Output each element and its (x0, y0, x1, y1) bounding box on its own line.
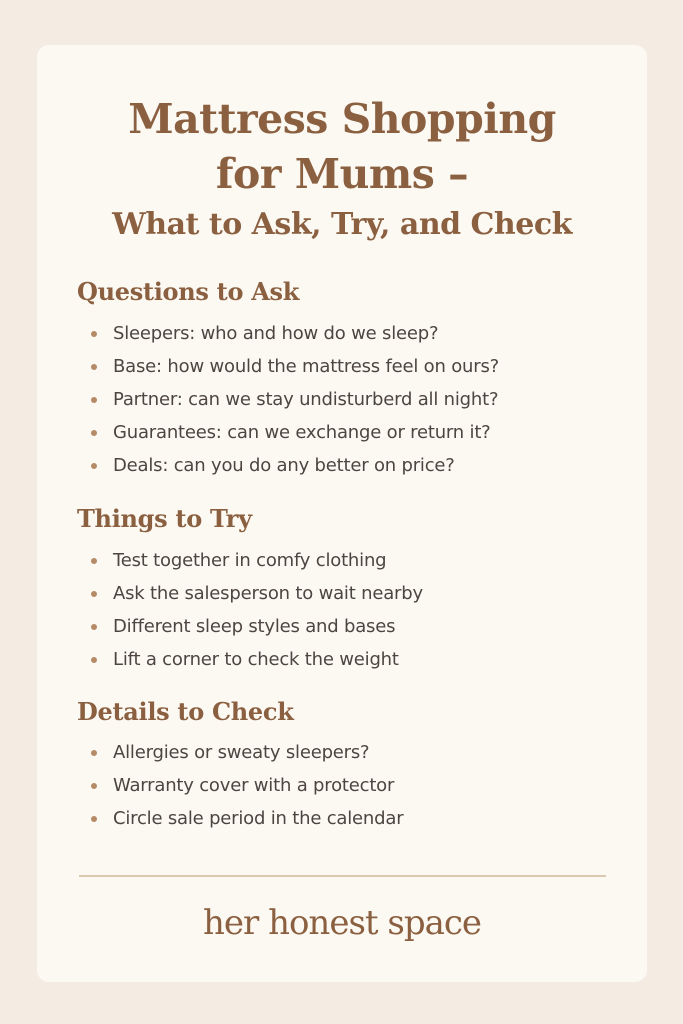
list-item-text: Partner: can we stay undisturberd all night? (113, 389, 499, 410)
list-item-text: Circle sale period in the calendar (113, 808, 404, 829)
list-item-text: Base: how would the mattress feel on ours? (113, 356, 499, 377)
bullet-icon (91, 816, 97, 822)
list-item (89, 610, 423, 643)
bullet-icon (91, 397, 97, 403)
section-heading-questions: Questions to Ask (77, 277, 300, 306)
list-item-text: Test together in comfy clothing (113, 550, 387, 571)
bullet-icon (91, 364, 97, 370)
bullet-icon (91, 657, 97, 663)
list-item (89, 643, 423, 676)
bullet-icon (91, 624, 97, 630)
list-item (89, 416, 499, 449)
list-item (89, 350, 499, 383)
list-item-text: Different sleep styles and bases (113, 616, 396, 637)
section-heading-things-to-try: Things to Try (77, 504, 252, 533)
list-item-text: Ask the salesperson to wait nearby (113, 583, 423, 604)
things-to-try-list (89, 544, 423, 676)
list-item-text: Sleepers: who and how do we sleep? (113, 323, 439, 344)
bullet-icon (91, 750, 97, 756)
title-line-2: for Mums – (215, 150, 469, 198)
list-item (89, 383, 499, 416)
list-item (89, 769, 403, 802)
list-item-text: Lift a corner to check the weight (113, 649, 399, 670)
list-item (89, 802, 403, 835)
list-item (89, 317, 499, 350)
list-item-text: Guarantees: can we exchange or return it? (113, 422, 491, 443)
list-item (89, 449, 499, 482)
subtitle: What to Ask, Try, and Check (112, 207, 572, 242)
list-item-text: Warranty cover with a protector (113, 775, 395, 796)
bullet-icon (91, 591, 97, 597)
title-line-1: Mattress Shopping (128, 95, 556, 143)
bullet-icon (91, 463, 97, 469)
list-item (89, 736, 403, 769)
list-item-text: Deals: can you do any better on price? (113, 455, 455, 476)
brand-name: her honest space (202, 903, 482, 943)
list-item (89, 544, 423, 577)
questions-list (89, 317, 499, 482)
bullet-icon (91, 430, 97, 436)
bullet-icon (91, 558, 97, 564)
footer-divider (79, 875, 606, 877)
list-item (89, 577, 423, 610)
bullet-icon (91, 783, 97, 789)
bullet-icon (91, 331, 97, 337)
list-item-text: Allergies or sweaty sleepers? (113, 742, 370, 763)
details-to-check-list (89, 736, 403, 835)
content-card (37, 45, 647, 982)
section-heading-details-to-check: Details to Check (77, 697, 294, 726)
